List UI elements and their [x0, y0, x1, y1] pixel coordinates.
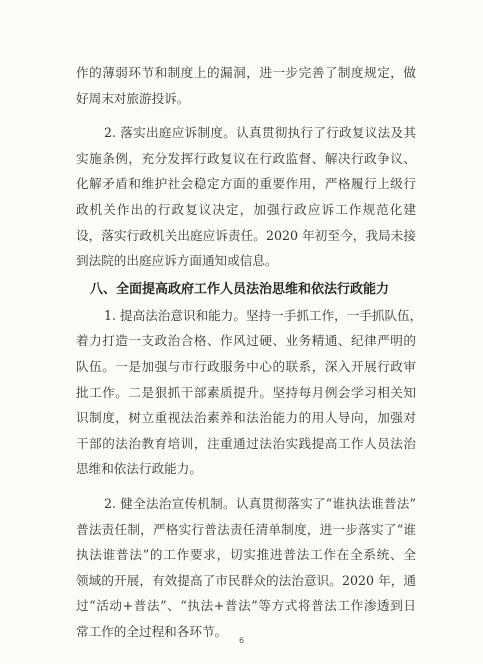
text-line: 实施条例，充分发挥行政复议在行政监督、解决行政争议、: [76, 150, 416, 166]
text-line: 1. 提高法治意识和能力。坚持一手抓工作，一手抓队伍，: [104, 307, 423, 323]
text-line: 识制度，树立重视法治素养和法治能力的用人导向，加强对: [76, 410, 416, 426]
section-heading: 八、全面提高政府工作人员法治思维和依法行政能力: [90, 281, 390, 297]
text-line: 好周末对旅游投诉。: [76, 90, 190, 106]
paragraph-continued: [76, 60, 416, 111]
text-line: 化解矛盾和维护社会稳定方面的重要作用，严格履行上级行: [76, 176, 416, 192]
page-number: 6: [238, 636, 245, 645]
text-line: 设，落实行政机关出庭应诉责任。2020 年初至今，我局未接: [76, 227, 416, 243]
text-line: 到法院的出庭应诉方面通知或信息。: [76, 253, 278, 269]
text-line: 队伍。一是加强与市行政服务中心的联系，深入开展行政审: [76, 358, 416, 374]
text-line: 常工作的全过程和各环节。: [76, 623, 228, 639]
text-line: 过“活动+普法”、“执法+普法”等方式将普法工作渗透到日: [76, 598, 416, 614]
text-line: 普法责任制，严格实行普法责任清单制度，进一步落实了“谁: [76, 521, 416, 537]
paragraph-legal-publicity: [76, 491, 416, 645]
text-line: 干部的法治教育培训，注重通过法治实践提高工作人员法治: [76, 435, 416, 451]
text-line: 批工作。二是狠抓干部素质提升。坚持每月例会学习相关知: [76, 384, 416, 400]
paragraph-legal-awareness: [76, 303, 423, 482]
text-line: 思维和依法行政能力。: [76, 461, 202, 477]
paragraph-court-appearance: [76, 120, 416, 274]
text-line: 领域的开展，有效提高了市民群众的法治意识。2020 年，通: [76, 572, 416, 588]
text-line: 执法谁普法”的工作要求，切实推进普法工作在全系统、全: [76, 547, 416, 563]
text-line: 政机关作出的行政复议决定，加强行政应诉工作规范化建: [76, 201, 416, 217]
document-body: [76, 60, 423, 644]
text-line: 作的薄弱环节和制度上的漏洞，进一步完善了制度规定，做: [76, 65, 416, 80]
text-line: 着力打造一支政治合格、作风过硬、业务精通、纪律严明的: [76, 333, 416, 349]
text-line: 2. 健全法治宣传机制。认真贯彻落实了“谁执法谁普法”: [104, 495, 416, 511]
text-line: 2. 落实出庭应诉制度。认真贯彻执行了行政复议法及其: [104, 125, 416, 141]
